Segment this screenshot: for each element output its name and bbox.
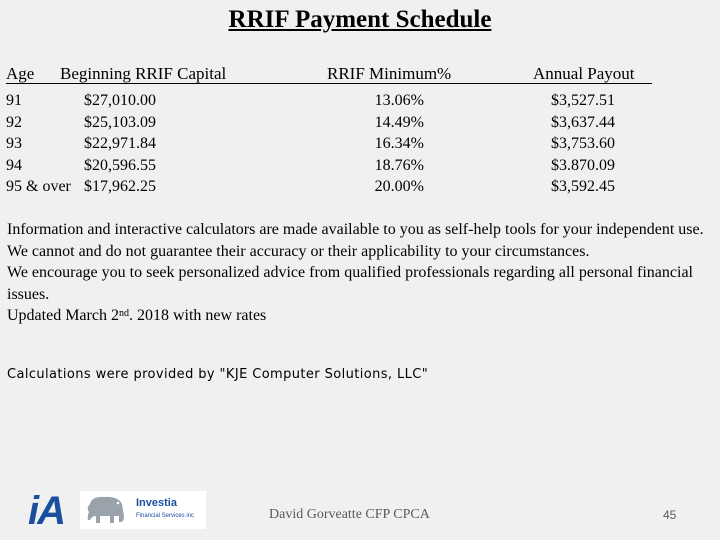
ia-logo-mark: iA [28, 489, 64, 533]
cell-minimum: 14.49% [374, 113, 424, 131]
page-title: RRIF Payment Schedule [228, 6, 492, 33]
header-payout: Annual Payout [533, 64, 635, 83]
disclaimer-line: We cannot and do not guarantee their accuracy or their applicability to your circumstances. [7, 242, 590, 260]
cell-payout: $3,527.51 [551, 92, 615, 109]
cell-age: 92 [6, 113, 22, 131]
updated-sup: nd [118, 308, 129, 319]
cell-payout: $3.870.09 [551, 156, 615, 174]
updated-note [7, 305, 717, 327]
cell-capital: $22,971.84 [84, 135, 156, 152]
header-minimum: RRIF Minimum% [327, 64, 452, 83]
disclaimer-line: We encourage you to seek personalized advice from qualified professionals regarding all personal financial issues. [7, 264, 693, 303]
presenter-name: David Gorveatte CFP CPCA [269, 507, 430, 522]
cell-payout: $3,753.60 [551, 135, 615, 152]
cell-minimum: 20.00% [374, 178, 424, 195]
investia-logo [80, 491, 206, 529]
cell-age: 91 [6, 92, 22, 109]
calculation-credit: Calculations were provided by "KJE Computer Solutions, LLC" [7, 367, 429, 382]
cell-capital: $20,596.55 [84, 156, 156, 174]
payout-column [520, 90, 615, 198]
cell-payout: $3,637.44 [551, 113, 615, 131]
header-capital: Beginning RRIF Capital [60, 64, 227, 83]
logo-brand: Investia [136, 497, 177, 509]
capital-column [84, 90, 156, 198]
cell-capital: $27,010.00 [84, 92, 156, 109]
cell-payout: $3,592.45 [551, 178, 615, 195]
logo-subtitle: Financial Services inc [136, 513, 195, 519]
updated-suffix: . 2018 with new rates [128, 307, 267, 324]
header-age: Age [6, 64, 35, 83]
cell-age: 93 [6, 135, 22, 152]
company-logo [28, 491, 208, 531]
cell-age: 95 & over [6, 178, 71, 195]
minimum-column [340, 90, 424, 198]
elephant-icon [84, 494, 132, 526]
disclaimer-line: Information and interactive calculators are made available to you as self-help tools for your independent use. [7, 221, 704, 238]
cell-minimum: 13.06% [374, 92, 424, 109]
cell-capital: $17,962.25 [84, 178, 156, 195]
age-column [6, 90, 71, 198]
page-number: 45 [663, 508, 677, 522]
cell-capital: $25,103.09 [84, 113, 156, 131]
cell-age: 94 [6, 156, 22, 174]
header-divider [6, 83, 652, 84]
cell-minimum: 18.76% [374, 156, 424, 174]
disclaimer-block [7, 219, 717, 327]
updated-prefix: Updated March 2 [7, 307, 119, 324]
cell-minimum: 16.34% [374, 135, 424, 152]
